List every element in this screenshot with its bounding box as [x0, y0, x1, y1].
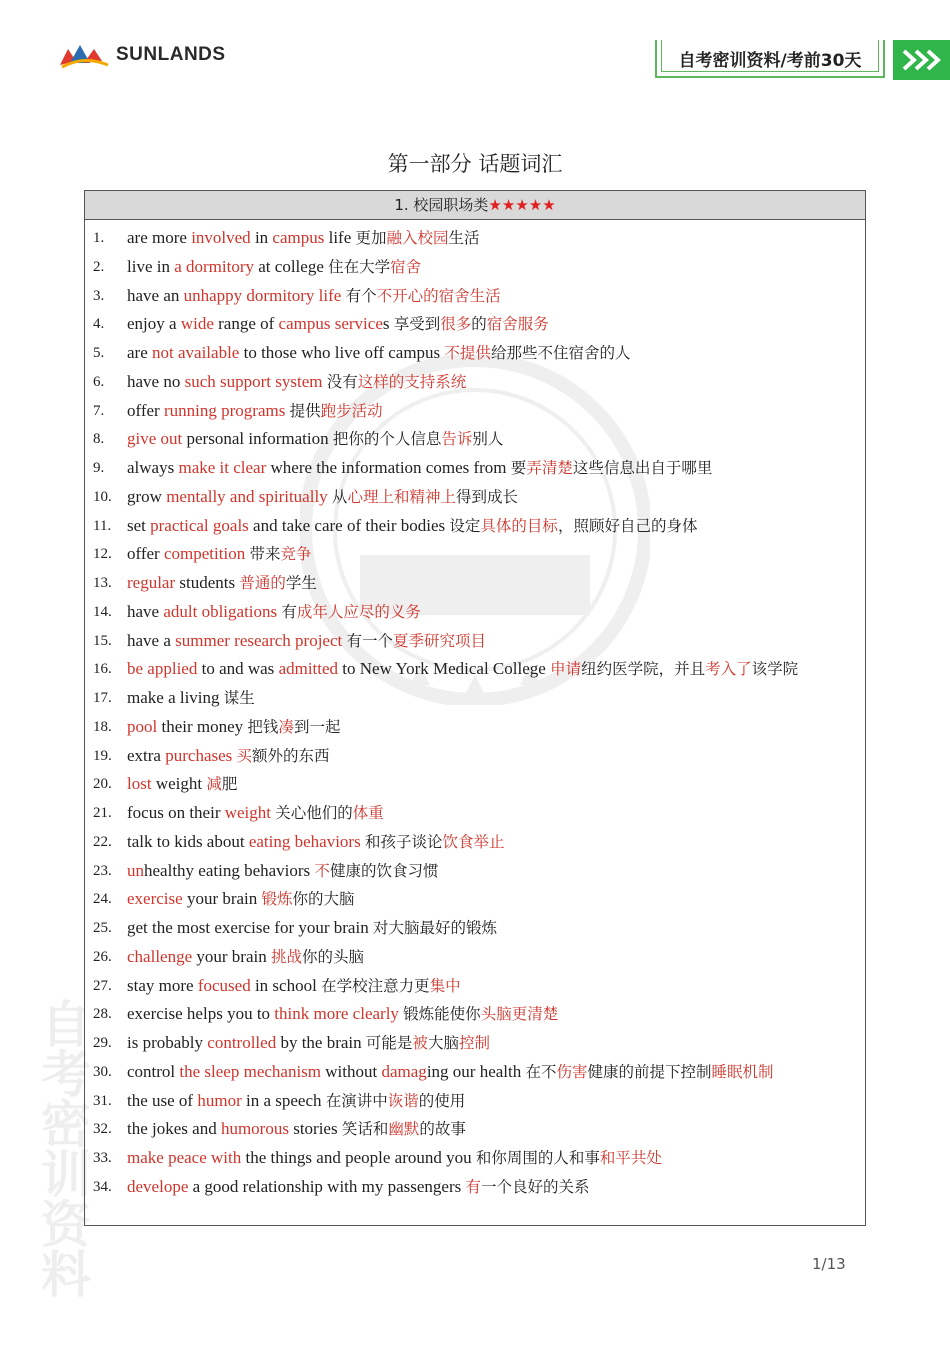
list-item — [85, 483, 865, 512]
highlighted-phrase: 跑步活动 — [320, 401, 383, 420]
item-number: 5. — [93, 345, 105, 361]
item-number: 20. — [93, 776, 112, 793]
phrase: your brain — [192, 946, 271, 966]
list-item — [85, 339, 865, 368]
highlighted-phrase: competition — [163, 544, 246, 564]
highlighted-phrase: a dormitory — [174, 256, 255, 276]
item-text — [127, 799, 865, 828]
item-text — [127, 1144, 865, 1173]
item-text — [127, 914, 865, 943]
highlighted-phrase: 宿舍 — [390, 257, 422, 276]
phrase: stories — [288, 1119, 342, 1139]
item-number: 30. — [93, 1063, 112, 1080]
highlighted-phrase: unhappy dormitory life — [183, 285, 342, 305]
highlighted-phrase: eating behaviors — [248, 831, 361, 851]
phrase: the jokes and — [127, 1119, 221, 1139]
list-item — [85, 397, 865, 426]
phrase: in school — [250, 975, 322, 995]
list-item — [85, 799, 865, 828]
section-title: 第一部分 话题词汇 — [387, 152, 563, 176]
highlighted-phrase: 有 — [465, 1177, 482, 1196]
highlighted-phrase: 这样的支持系统 — [357, 372, 467, 391]
list-item — [85, 1029, 865, 1058]
item-text — [127, 1115, 865, 1144]
item-text — [127, 1087, 865, 1116]
highlighted-phrase: pool — [127, 716, 158, 736]
phrase: make a living — [127, 688, 224, 707]
header-tag-box — [655, 40, 885, 78]
highlighted-phrase: 普通的 — [239, 574, 286, 592]
item-text — [127, 368, 865, 397]
highlighted-phrase: not available — [152, 343, 240, 362]
phrase: the things and people around you — [241, 1148, 476, 1167]
phrase: 你的头脑 — [302, 947, 365, 966]
item-number: 34. — [93, 1178, 112, 1195]
phrase: healthy eating behaviors — [144, 860, 315, 880]
item-text — [127, 1058, 865, 1087]
phrase: 健康的前提下控制 — [587, 1062, 712, 1081]
phrase: 一个良好的关系 — [481, 1177, 590, 1196]
phrase: weight — [151, 774, 207, 794]
phrase: 生活 — [448, 229, 480, 247]
phrase: 别人 — [472, 430, 504, 449]
item-text — [127, 742, 865, 771]
phrase: stay more — [127, 975, 198, 995]
rating-stars: ★★★★★ — [488, 196, 556, 214]
list-item — [85, 282, 865, 311]
phrase: to New York Medical College — [338, 659, 551, 679]
item-number: 15. — [93, 632, 112, 649]
highlighted-phrase: 融入校园 — [386, 229, 449, 247]
highlighted-phrase: 不 — [314, 861, 330, 880]
list-item — [85, 684, 865, 713]
highlighted-phrase: focused — [197, 975, 251, 995]
phrase: 大脑 — [427, 1034, 459, 1052]
phrase: enjoy a — [127, 314, 181, 334]
phrase: 给那些不住宿舍的人 — [490, 344, 631, 362]
phrase: personal information — [182, 429, 333, 449]
item-number: 2. — [93, 258, 105, 275]
highlighted-phrase: wide — [180, 314, 214, 334]
phrase: ，照顾好自己的身体 — [557, 516, 698, 535]
phrase: 该学院 — [751, 660, 799, 679]
phrase: 到一起 — [293, 717, 341, 736]
phrase: 健康的饮食习惯 — [329, 861, 439, 880]
item-number: 22. — [93, 833, 112, 850]
double-chevron-icon — [900, 47, 944, 73]
highlighted-phrase: 宿舍服务 — [486, 315, 549, 334]
phrase: 和你周围的人和事 — [475, 1149, 600, 1167]
highlighted-phrase: 弄清楚 — [526, 459, 573, 477]
list-item — [85, 368, 865, 397]
highlighted-phrase: lost — [127, 774, 152, 794]
item-text — [127, 425, 865, 454]
item-number: 16. — [93, 661, 112, 678]
highlighted-phrase: 具体的目标 — [480, 516, 558, 535]
phrase: s — [382, 314, 394, 334]
item-number: 32. — [93, 1121, 112, 1138]
highlighted-phrase: humorous — [220, 1119, 289, 1139]
phrase: 更加 — [355, 229, 387, 247]
highlighted-phrase: 告诉 — [441, 430, 473, 449]
item-text — [127, 972, 865, 1001]
phrase: 把你的个人信息 — [332, 430, 442, 449]
list-item — [85, 857, 865, 886]
highlighted-phrase: involved — [191, 228, 251, 247]
item-text — [127, 454, 865, 483]
item-number: 4. — [93, 316, 105, 333]
item-number: 7. — [93, 402, 105, 419]
page-number: 1/13 — [812, 1255, 846, 1273]
item-text — [127, 540, 865, 569]
highlighted-phrase: weight — [224, 803, 272, 822]
list-item — [85, 224, 865, 253]
phrase: offer — [127, 544, 164, 564]
list-item — [85, 310, 865, 339]
highlighted-phrase: 竞争 — [280, 545, 312, 564]
highlighted-phrase: 睡眠机制 — [711, 1062, 774, 1081]
item-number: 1. — [93, 230, 105, 246]
highlighted-phrase: 被 — [412, 1034, 428, 1052]
highlighted-phrase: think more clearly — [274, 1004, 399, 1024]
side-watermark: 自 考 密 训 资 料 — [41, 996, 91, 1304]
highlighted-phrase: 集中 — [429, 976, 461, 995]
phrase: 有 — [281, 602, 297, 621]
list-item — [85, 1173, 865, 1202]
highlighted-phrase: the sleep mechanism — [179, 1061, 322, 1081]
item-number: 14. — [93, 603, 112, 620]
item-text — [127, 857, 865, 886]
item-number: 25. — [93, 920, 112, 936]
phrase: life — [324, 228, 356, 247]
highlighted-phrase: running programs — [163, 400, 286, 420]
item-number: 6. — [93, 373, 105, 390]
phrase: students — [175, 573, 240, 592]
phrase: 在学校注意力更 — [321, 976, 430, 995]
highlighted-phrase: controlled — [207, 1033, 277, 1052]
highlighted-phrase: challenge — [127, 946, 193, 966]
item-text — [127, 282, 865, 311]
phrase: control — [127, 1061, 180, 1081]
item-text — [127, 713, 865, 742]
list-item — [85, 1115, 865, 1144]
highlighted-phrase: 夏季研究项目 — [393, 631, 487, 650]
highlighted-phrase: 买 — [236, 746, 253, 765]
phrase: by the brain — [276, 1033, 366, 1052]
phrase: 谋生 — [223, 689, 255, 707]
item-text — [127, 684, 865, 713]
highlighted-phrase: regular — [127, 573, 176, 592]
item-text — [127, 828, 865, 857]
phrase: 这些信息出自于哪里 — [572, 459, 713, 477]
phrase: are more — [127, 228, 192, 247]
item-text — [127, 885, 865, 914]
list-item — [85, 454, 865, 483]
list-item — [85, 1144, 865, 1173]
phrase: exercise helps you to — [127, 1004, 275, 1024]
highlighted-phrase: give out — [127, 429, 183, 449]
item-text — [127, 569, 865, 598]
phrase: to and was — [197, 659, 279, 679]
list-item — [85, 253, 865, 282]
item-number: 10. — [93, 488, 112, 505]
phrase: a good relationship with my passengers — [188, 1176, 466, 1196]
list-item — [85, 540, 865, 569]
highlighted-phrase: 成年人应尽的义务 — [296, 602, 421, 621]
item-number: 31. — [93, 1092, 112, 1109]
item-number: 27. — [93, 977, 112, 994]
phrase: 没有 — [326, 372, 358, 391]
phrase: get the most exercise for your brain — [127, 918, 373, 937]
highlighted-phrase: campus service — [278, 314, 383, 334]
phrase: to those who live off campus — [239, 343, 445, 362]
item-text — [127, 224, 865, 253]
item-text — [127, 1000, 865, 1029]
highlighted-phrase: 幽默 — [388, 1120, 420, 1139]
list-item — [85, 1000, 865, 1029]
phrase: 关心他们的 — [275, 804, 353, 822]
phrase: the use of — [127, 1090, 198, 1110]
phrase: in a speech — [241, 1090, 326, 1110]
vocabulary-list — [85, 220, 865, 1202]
phrase: have no — [127, 371, 185, 391]
item-text — [127, 253, 865, 282]
phrase: 把钱 — [247, 717, 279, 736]
phrase: 锻炼能使你 — [403, 1005, 481, 1024]
phrase: have an — [127, 285, 184, 305]
highlighted-phrase: 考入了 — [705, 660, 752, 679]
highlighted-phrase: 头脑更清楚 — [480, 1005, 559, 1024]
table-heading — [85, 191, 865, 220]
highlighted-phrase: 控制 — [458, 1034, 490, 1052]
phrase: focus on their — [127, 803, 225, 822]
phrase: 住在大学 — [328, 257, 391, 276]
item-number: 26. — [93, 948, 112, 965]
phrase: talk to kids about — [127, 831, 249, 851]
list-item — [85, 742, 865, 771]
phrase: 和孩子谈论 — [364, 832, 443, 851]
highlighted-phrase: practical goals — [150, 515, 249, 535]
list-item — [85, 598, 865, 627]
phrase: 在演讲中 — [325, 1091, 388, 1110]
item-text — [127, 598, 865, 627]
item-number: 9. — [93, 460, 105, 476]
item-text — [127, 655, 865, 684]
highlighted-phrase: admitted — [278, 659, 339, 679]
phrase: live in — [127, 256, 175, 276]
list-item — [85, 627, 865, 656]
item-text — [127, 397, 865, 426]
item-number: 3. — [93, 287, 105, 304]
phrase: 有一个 — [346, 631, 393, 650]
list-item — [85, 943, 865, 972]
brand-name: SUNLANDS — [116, 44, 226, 65]
highlighted-phrase: 凑 — [278, 717, 294, 736]
highlighted-phrase: summer research project — [175, 630, 343, 650]
phrase: 的 — [471, 315, 487, 334]
highlighted-phrase: 减 — [206, 775, 222, 794]
item-text — [127, 512, 865, 541]
item-number: 28. — [93, 1006, 112, 1023]
highlighted-phrase: campus — [272, 228, 325, 247]
phrase: 学生 — [285, 574, 317, 592]
phrase: 从 — [331, 487, 348, 506]
item-number: 33. — [93, 1150, 112, 1166]
highlighted-phrase: humor — [197, 1090, 242, 1110]
item-number: 13. — [93, 575, 112, 591]
phrase: 有个 — [345, 286, 377, 305]
highlighted-phrase: 锻炼 — [261, 890, 293, 909]
phrase: 肥 — [221, 775, 238, 794]
item-text — [127, 943, 865, 972]
highlighted-phrase: develope — [127, 1176, 189, 1196]
phrase: 笑话和 — [341, 1120, 389, 1139]
phrase: always — [127, 458, 179, 477]
phrase: 提供 — [289, 401, 321, 420]
list-item — [85, 655, 865, 684]
phrase: have — [127, 601, 164, 621]
phrase: at college — [254, 256, 329, 276]
highlighted-phrase: damag — [381, 1061, 427, 1081]
list-item — [85, 1058, 865, 1087]
phrase: 的使用 — [418, 1091, 466, 1110]
list-item — [85, 713, 865, 742]
item-number: 21. — [93, 805, 112, 821]
phrase: extra — [127, 745, 166, 765]
item-number: 17. — [93, 690, 112, 706]
phrase: 你的大脑 — [292, 890, 355, 909]
phrase: their money — [157, 716, 248, 736]
list-item — [85, 512, 865, 541]
phrase: are — [127, 343, 153, 362]
highlighted-phrase: 不开心的宿舍生活 — [376, 286, 501, 305]
item-text — [127, 1029, 865, 1058]
phrase: 设定 — [449, 516, 481, 535]
item-number: 8. — [93, 431, 105, 448]
phrase: 要 — [510, 459, 527, 477]
highlighted-phrase: mentally and spiritually — [166, 486, 328, 506]
phrase: 额外的东西 — [252, 746, 330, 765]
item-text — [127, 339, 865, 368]
phrase: ing our health — [426, 1061, 526, 1081]
list-item — [85, 425, 865, 454]
highlighted-phrase: make peace with — [127, 1148, 242, 1167]
phrase: 得到成长 — [455, 487, 518, 506]
item-text — [127, 1173, 865, 1202]
item-text — [127, 310, 865, 339]
phrase: is probably — [127, 1033, 208, 1052]
phrase: your brain — [182, 889, 262, 909]
item-text — [127, 627, 865, 656]
item-text — [127, 770, 865, 799]
item-number: 12. — [93, 546, 112, 563]
item-number: 11. — [93, 517, 112, 534]
highlighted-phrase: make it clear — [178, 458, 267, 477]
item-text — [127, 483, 865, 512]
vocabulary-table — [84, 190, 866, 1226]
highlighted-phrase: un — [127, 860, 144, 880]
phrase: 带来 — [249, 545, 281, 564]
highlighted-phrase: 很多 — [440, 315, 472, 334]
highlighted-phrase: 伤害 — [556, 1062, 588, 1081]
item-number: 19. — [93, 747, 112, 764]
phrase: 的故事 — [419, 1120, 466, 1139]
phrase: 享受到 — [393, 315, 441, 334]
phrase: and take care of their bodies — [248, 515, 450, 535]
header-accent-block — [893, 40, 950, 80]
phrase: where the information comes from — [266, 458, 511, 477]
highlighted-phrase: 饮食举止 — [442, 832, 505, 851]
list-item — [85, 770, 865, 799]
sunlands-emblem-icon — [58, 41, 110, 69]
phrase: set — [127, 515, 151, 535]
highlighted-phrase: purchases — [165, 745, 233, 765]
brand-logo — [58, 40, 226, 70]
highlighted-phrase: 不提供 — [444, 344, 491, 362]
list-item — [85, 885, 865, 914]
item-number: 23. — [93, 862, 112, 879]
phrase: 可能是 — [365, 1034, 413, 1052]
highlighted-phrase: such support system — [184, 371, 323, 391]
phrase: 在不 — [525, 1062, 557, 1081]
header-tag: 自考密训资料/考前30天 — [678, 50, 862, 71]
phrase: offer — [127, 400, 164, 420]
phrase: have a — [127, 630, 176, 650]
highlighted-phrase: 体重 — [352, 804, 384, 822]
phrase: range of — [213, 314, 279, 334]
phrase: without — [321, 1061, 382, 1081]
highlighted-phrase: 申请 — [550, 660, 582, 679]
item-number: 18. — [93, 718, 112, 735]
list-item — [85, 914, 865, 943]
list-item — [85, 569, 865, 598]
highlighted-phrase: 挑战 — [270, 947, 302, 966]
phrase: in — [250, 228, 273, 247]
highlighted-phrase: 心理上和精神上 — [347, 487, 456, 506]
phrase: grow — [127, 486, 167, 506]
phrase: 纽约医学院，并且 — [581, 660, 706, 679]
list-item — [85, 972, 865, 1001]
highlighted-phrase: 和平共处 — [599, 1149, 662, 1167]
highlighted-phrase: adult obligations — [163, 601, 278, 621]
list-item — [85, 828, 865, 857]
highlighted-phrase: exercise — [127, 889, 183, 909]
item-number: 29. — [93, 1035, 112, 1051]
highlighted-phrase: be applied — [127, 659, 198, 679]
item-number: 24. — [93, 891, 112, 908]
highlighted-phrase: 诙谐 — [387, 1091, 419, 1110]
phrase: 对大脑最好的锻炼 — [372, 919, 497, 937]
table-heading-text: 1. 校园职场类 — [394, 196, 489, 214]
list-item — [85, 1087, 865, 1116]
